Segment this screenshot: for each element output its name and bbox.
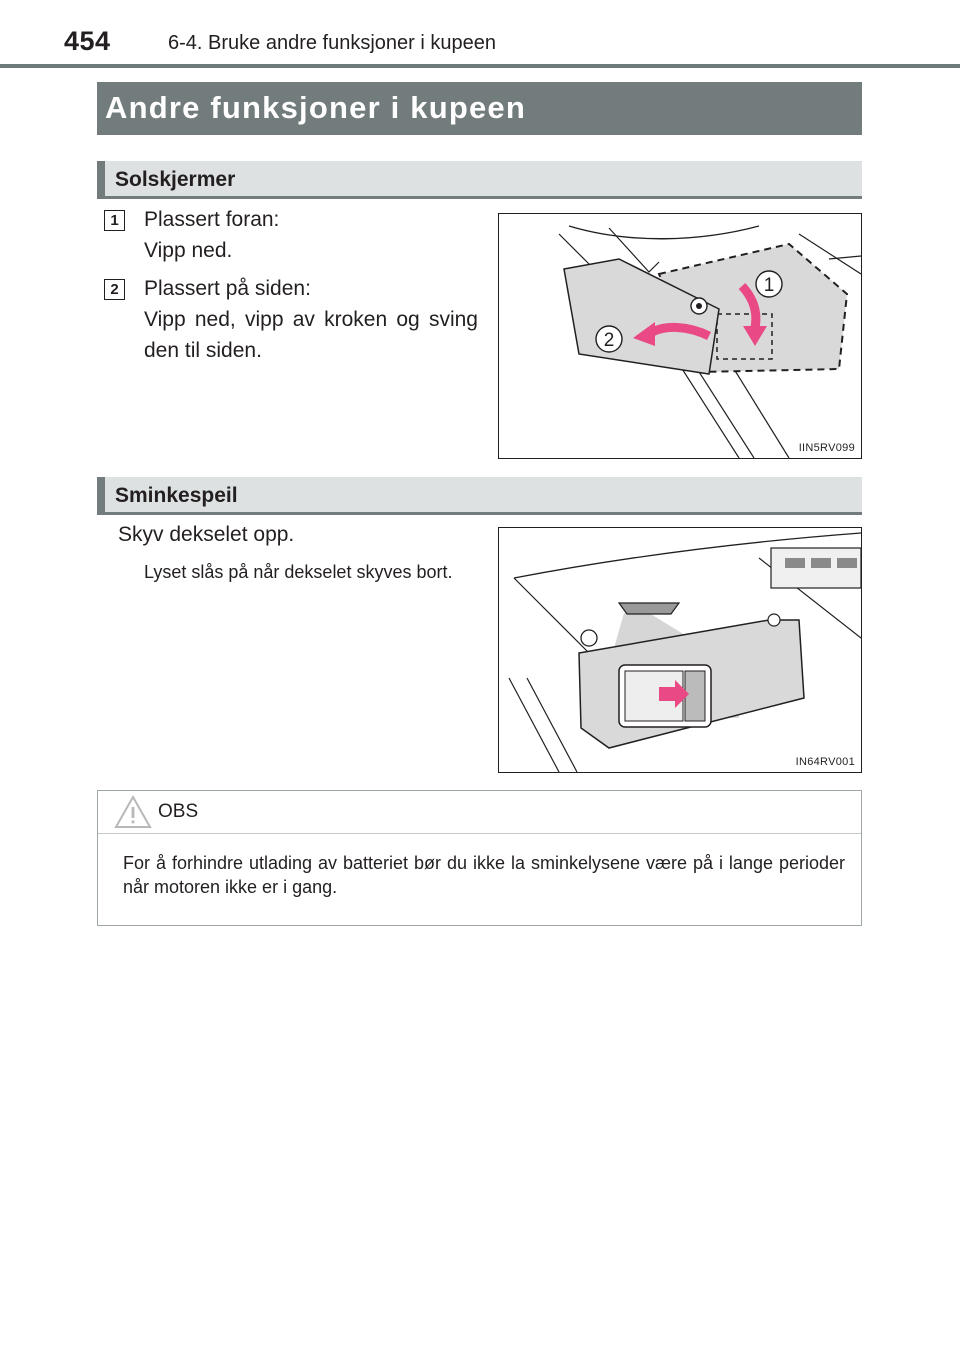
page-title-bar: [97, 82, 862, 135]
chapter-title: 6-4. Bruke andre funksjoner i kupeen: [168, 32, 496, 54]
section-heading-sminkespeil: [97, 477, 862, 515]
obs-label: OBS: [158, 801, 199, 822]
step-number-1: 1: [104, 210, 125, 231]
step-text-1: Plassert foran: Vipp ned.: [144, 208, 280, 262]
vanity-mirror-illustration: [498, 527, 862, 773]
section-heading-solskjermer: [97, 161, 862, 199]
callout-2: 2: [603, 330, 615, 351]
note-text: Lyset slås på når dekselet skyves bort.: [144, 562, 453, 582]
section-accent: [97, 477, 105, 512]
sun-visor-drawing: [499, 214, 861, 458]
section-heading-text: Sminkespeil: [115, 484, 238, 507]
callout-1: 1: [763, 275, 775, 296]
section-accent: [97, 161, 105, 196]
figure-code: IN64RV001: [795, 756, 855, 768]
page-number: 454: [64, 26, 111, 56]
instruction-text: Skyv dekselet opp.: [118, 523, 295, 546]
section-heading-text: Solskjermer: [115, 168, 236, 191]
sun-visor-illustration: [498, 213, 862, 459]
page-title: Andre funksjoner i kupeen: [105, 90, 527, 125]
obs-notice-box: [97, 790, 862, 926]
figure-code: IIN5RV099: [798, 442, 855, 454]
obs-header: [98, 791, 861, 834]
header-divider: [0, 64, 960, 68]
warning-triangle-icon: [114, 795, 152, 829]
step-number-2: 2: [104, 279, 125, 300]
obs-text: For å forhindre utlading av batteriet bør du ikke la sminkelysene være på i lange perioder når motoren ikke er i gang.: [123, 853, 845, 897]
step-text-2: Plassert på siden: Vipp ned, vipp av kroken og sving den til siden.: [144, 277, 478, 362]
vanity-mirror-drawing: [499, 528, 861, 772]
